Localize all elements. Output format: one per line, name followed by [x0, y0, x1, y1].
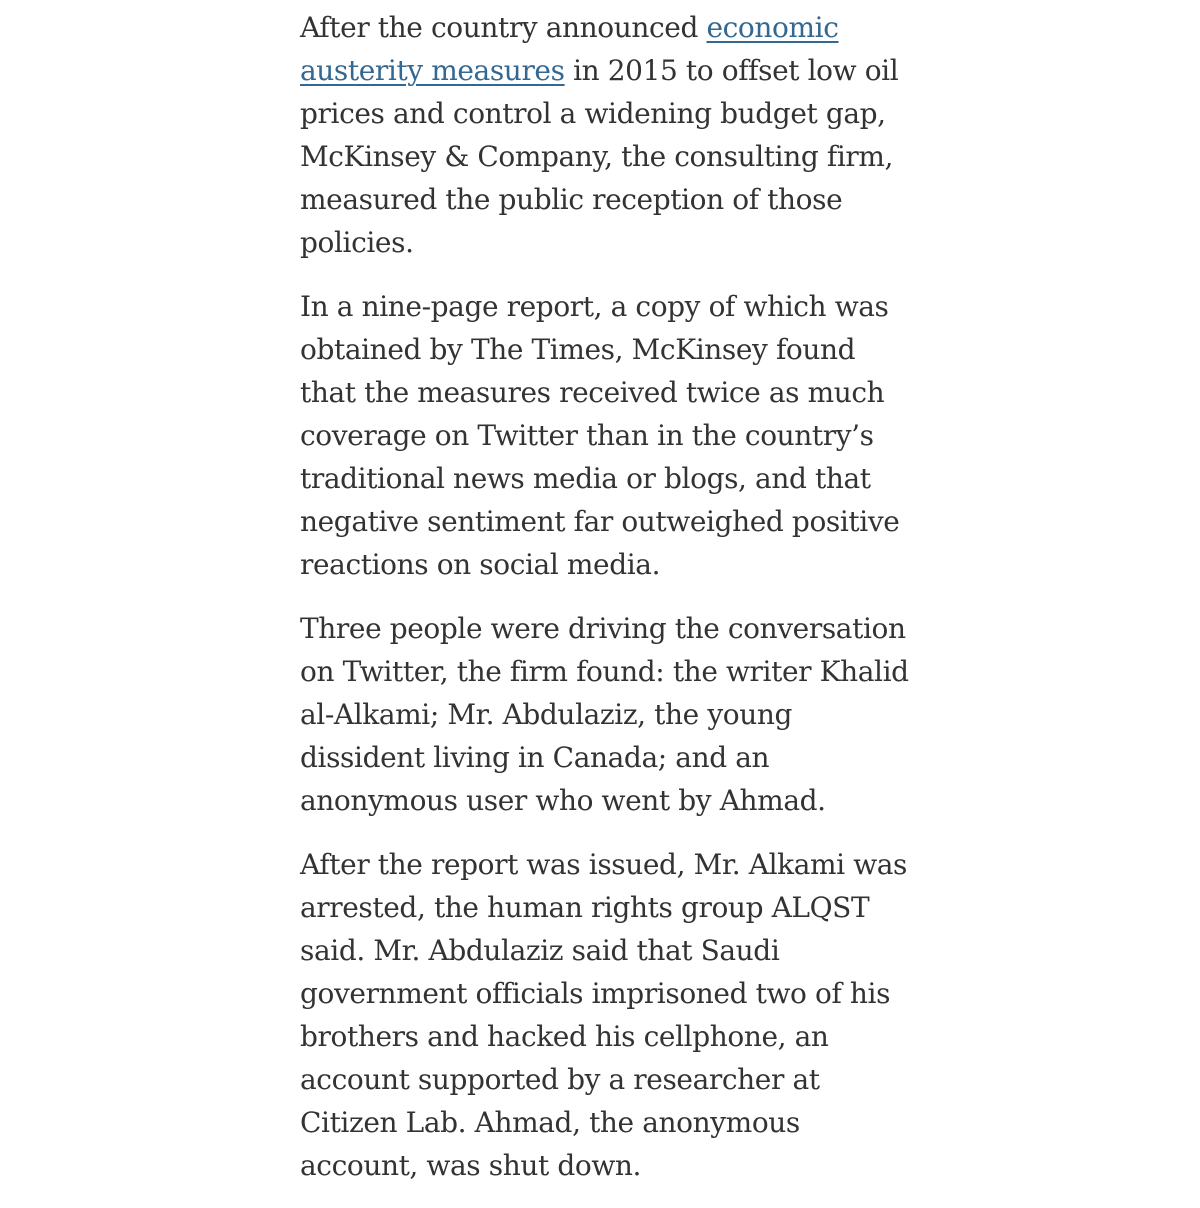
text-line: Three people were driving the conversation: [300, 612, 906, 645]
text-line: Citizen Lab. Ahmad, the anonymous: [300, 1106, 800, 1139]
text-line: policies.: [300, 226, 414, 259]
text-line: [300, 6, 910, 49]
text-run: After the country announced: [300, 11, 707, 44]
text-line: said. Mr. Abdulaziz said that Saudi: [300, 934, 780, 967]
text-line: After the report was issued, Mr. Alkami was: [300, 848, 908, 881]
text-line: brothers and hacked his cellphone, an: [300, 1020, 829, 1053]
paragraph-austerity: [300, 6, 910, 264]
text-line: negative sentiment far outweighed positive: [300, 505, 900, 538]
text-line: coverage on Twitter than in the country’s: [300, 419, 874, 452]
austerity-measures-link[interactable]: economic: [706, 11, 839, 44]
text-line: government officials imprisoned two of his: [300, 977, 891, 1010]
text-line: al-Alkami; Mr. Abdulaziz, the young: [300, 698, 792, 731]
austerity-measures-link[interactable]: austerity measures: [300, 54, 565, 87]
text-line: arrested, the human rights group ALQST: [300, 891, 870, 924]
text-line: prices and control a widening budget gap,: [300, 97, 886, 130]
text-line: dissident living in Canada; and an: [300, 741, 770, 774]
text-line: anonymous user who went by Ahmad.: [300, 784, 826, 817]
text-line: that the measures received twice as much: [300, 376, 885, 409]
text-line: measured the public reception of those: [300, 183, 843, 216]
article-body: [300, 6, 910, 1208]
paragraph-mckinsey-report: [300, 285, 910, 586]
text-line: account, was shut down.: [300, 1149, 642, 1182]
paragraph-three-people: [300, 607, 910, 822]
text-line: obtained by The Times, McKinsey found: [300, 333, 856, 366]
text-line: McKinsey & Company, the consulting firm,: [300, 140, 894, 173]
text-line: on Twitter, the firm found: the writer Khalid: [300, 655, 909, 688]
text-line: traditional news media or blogs, and that: [300, 462, 871, 495]
text-line: In a nine-page report, a copy of which was: [300, 290, 889, 323]
paragraph-aftermath: [300, 843, 910, 1187]
text-line: account supported by a researcher at: [300, 1063, 820, 1096]
text-line: [300, 49, 910, 92]
text-run: in 2015 to offset low oil: [564, 54, 899, 87]
text-line: reactions on social media.: [300, 548, 661, 581]
